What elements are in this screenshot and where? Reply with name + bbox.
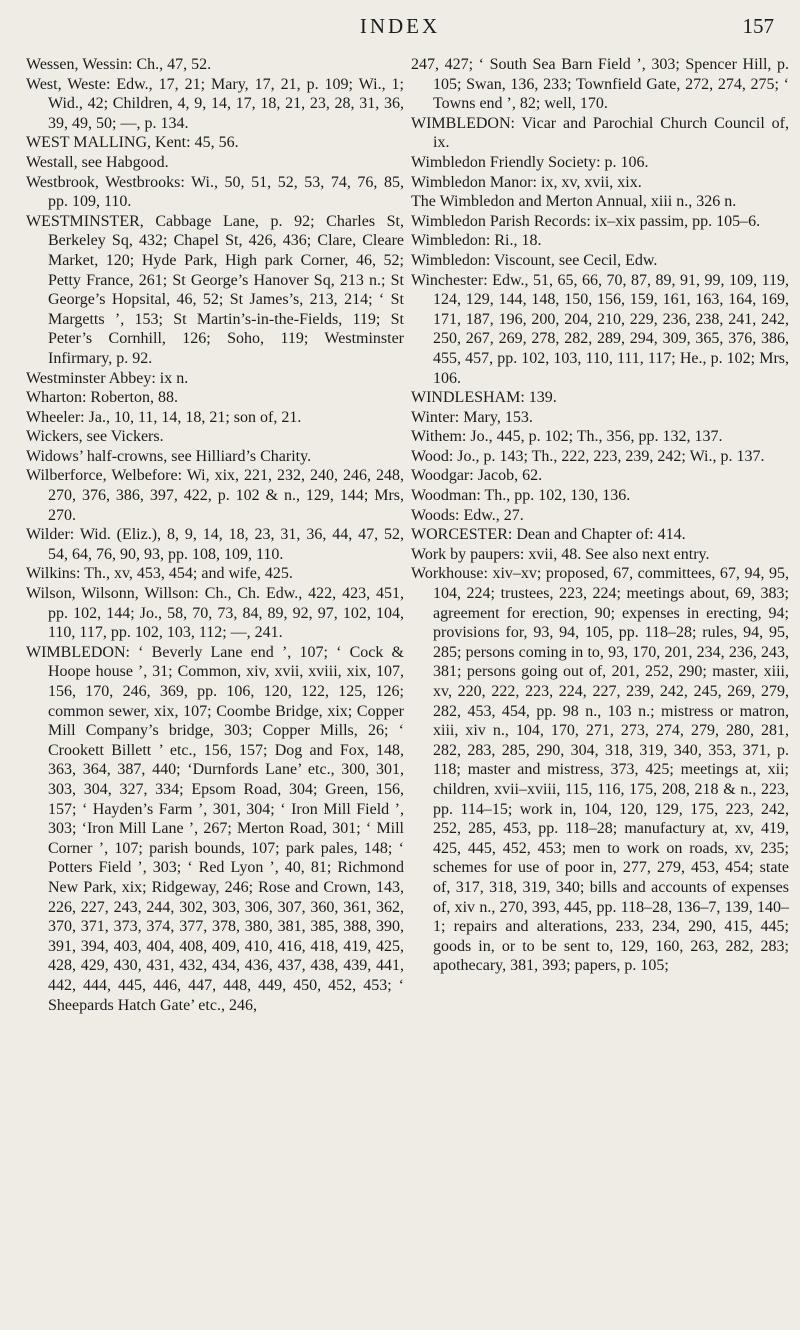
index-entry: Wilberforce, Welbefore: Wi, xix, 221, 232, 240, 246, 248, 270, 376, 386, 397, 422, p. 102 & n., 129, 144; Mrs, 270. [26,467,404,524]
index-entry: Widows’ half-crowns, see Hilliard’s Charity. [26,447,312,465]
index-entry: Wilson, Wilsonn, Willson: Ch., Ch. Edw., 422, 423, 451, pp. 102, 144; Jo., 58, 70, 73, 84, 89, 92, 97, 102, 104, 110, 117, pp. 102, 103, 112; —, 241. [26,585,404,642]
index-entry: Work by paupers: xvii, 48. See also next entry. [411,545,710,563]
index-entry: WORCESTER: Dean and Chapter of: 414. [411,526,686,544]
index-entry: West, Weste: Edw., 17, 21; Mary, 17, 21, p. 109; Wi., 1; Wid., 42; Children, 4, 9, 14, 17, 18, 21, 23, 28, 31, 36, 39, 49, 50; —, p. 134. [26,75,404,132]
page-number: 157 [742,14,774,38]
index-entry: Woods: Edw., 27. [411,506,524,524]
index-entry: Workhouse: xiv–xv; proposed, 67, committees, 67, 94, 95, 104, 224; trustees, 223, 224; meetings about, 69, 383; agreement for erection, 90; expenses in erecting, 94; provisions for, 93, 94, 105, pp. 118–28; rules, 94, 95, 285; persons coming in to, 93, 170, 201, 234, 236, 243, 381; persons going out of, 201, 252, 290; master, xiii, xv, 220, 222, 223, 224, 227, 239, 242, 245, 269, 279, 282, 453, 454, pp. 98 n., 103 n.; mistress or matron, xiii, xiv n., 104, 170, 271, 273, 274, 279, 280, 281, 282, 283, 285, 290, 304, 318, 319, 340, 353, 371, p. 118; master and mistress, 373, 425; meetings at, xii; children, xvii–xviii, 115, 116, 175, 208, 218 & n., 223, pp. 114–15; work in, 104, 120, 129, 175, 223, 242, 252, 285, 453, pp. 118–28; manufactury at, xv, 419, 425, 445, 452, 453; men to work on roads, xv, 235; schemes for use of poor in, 277, 279, 453, 454; state of, 317, 318, 319, 340; bills and accounts of expenses of, xiv n., 270, 393, 445, pp. 118–28, 136–7, 139, 140–1; repairs and alterations, 233, 234, 290, 415, 445; goods in, or to be sent to, 129, 160, 263, 282, 283; apothecary, 381, 393; papers, p. 105; [411,565,789,975]
index-entry: Wilder: Wid. (Eliz.), 8, 9, 14, 18, 23, 31, 36, 44, 47, 52, 54, 64, 76, 90, 93, pp. 108, 109, 110. [26,526,404,563]
index-entry: Wickers, see Vickers. [26,428,164,446]
right-column [411,55,789,976]
index-entry: Westall, see Habgood. [26,153,169,171]
page-header [0,14,800,44]
index-entry: WIMBLEDON: Vicar and Parochial Church Council of, ix. [411,114,789,152]
index-entry: Wimbledon: Ri., 18. [411,232,542,250]
index-entry: Withem: Jo., 445, p. 102; Th., 356, pp. 132, 137. [411,428,723,446]
page-title: INDEX [359,14,441,38]
index-entry: The Wimbledon and Merton Annual, xiii n., 326 n. [411,193,737,211]
index-entry: Wimbledon Friendly Society: p. 106. [411,153,649,171]
left-column [26,55,404,1015]
index-entry: Westminster Abbey: ix n. [26,369,189,387]
index-entry: Wood: Jo., p. 143; Th., 222, 223, 239, 242; Wi., p. 137. [411,447,765,465]
index-entry: WINDLESHAM: 139. [411,389,557,407]
index-entry: Wimbledon Manor: ix, xv, xvii, xix. [411,173,642,191]
index-entry: WESTMINSTER, Cabbage Lane, p. 92; Charles St, Berkeley Sq, 432; Chapel St, 426, 436; Clare, Cleare Market, 120; Hyde Park, High park Corner, 46, 52; Petty France, 261; St George’s Hanover Sq, 213 n.; St George’s Hopsital, 46, 52; St James’s, 213, 214; ‘ St Margetts ’, 153; St Martin’s-in-the-Fields, 119; St Peter’s Cornhill, 126; Soho, 119; Westminster Infirmary, p. 92. [26,212,404,367]
index-entry: WEST MALLING, Kent: 45, 56. [26,134,239,152]
index-entry: Wimbledon Parish Records: ix–xix passim, pp. 105–6. [411,212,761,230]
index-entry: Wilkins: Th., xv, 453, 454; and wife, 425. [26,565,293,583]
index-entry: Winchester: Edw., 51, 65, 66, 70, 87, 89, 91, 99, 109, 119, 124, 129, 144, 148, 150, 156, 159, 161, 163, 164, 169, 171, 187, 196, 200, 204, 210, 229, 236, 238, 241, 242, 250, 267, 269, 278, 282, 289, 294, 309, 365, 376, 386, 455, 457, pp. 102, 103, 110, 111, 117; He., p. 102; Mrs, 106. [411,271,789,387]
index-entry: Winter: Mary, 153. [411,408,533,426]
index-entry: Wheeler: Ja., 10, 11, 14, 18, 21; son of, 21. [26,408,302,426]
index-entry: 247, 427; ‘ South Sea Barn Field ’, 303; Spencer Hill, p. 105; Swan, 136, 233; Townfield Gate, 272, 274, 275; ‘ Towns end ’, 82; well, 170. [411,56,789,113]
index-entry: Wessen, Wessin: Ch., 47, 52. [26,56,212,73]
index-entry: Woodgar: Jacob, 62. [411,467,543,485]
index-entry: WIMBLEDON: ‘ Beverly Lane end ’, 107; ‘ Cock & Hoope house ’, 31; Common, xiv, xvii, xviii, xix, 107, 156, 170, 246, 369, pp. 106, 120, 122, 125, 126; common sewer, xix, 107; Coombe Bridge, xix; Copper Mill Company’s bridge, 303; Copper Mills, 26; ‘ Crookett Billett ’ etc., 156, 157; Dog and Fox, 148, 363, 364, 387, 440; ‘Durnfords Lane’ etc., 300, 301, 303, 304, 327, 334; Epsom Road, 304; Green, 156, 157; ‘ Hayden’s Farm ’, 301, 304; ‘ Iron Mill Field ’, 303; ‘Iron Mill Lane ’, 267; Merton Road, 301; ‘ Mill Corner ’, 107; parish bounds, 107; park pales, 148; ‘ Potters Field ’, 303; ‘ Red Lyon ’, 40, 81; Richmond New Park, xix; Ridgeway, 246; Rose and Crown, 143, 226, 227, 243, 244, 302, 303, 306, 307, 360, 361, 362, 370, 371, 373, 374, 377, 378, 380, 381, 385, 388, 390, 391, 394, 403, 404, 408, 409, 410, 416, 418, 419, 425, 428, 429, 430, 431, 432, 434, 436, 437, 438, 439, 441, 442, 444, 445, 446, 447, 448, 449, 450, 452, 453; ‘ Sheepards Hatch Gate’ etc., 246, [26,643,404,1014]
index-entry: Wharton: Roberton, 88. [26,389,178,407]
index-entry: Wimbledon: Viscount, see Cecil, Edw. [411,251,658,269]
index-entry: Westbrook, Westbrooks: Wi., 50, 51, 52, 53, 74, 76, 85, pp. 109, 110. [26,173,404,211]
index-entry: Woodman: Th., pp. 102, 130, 136. [411,487,631,505]
